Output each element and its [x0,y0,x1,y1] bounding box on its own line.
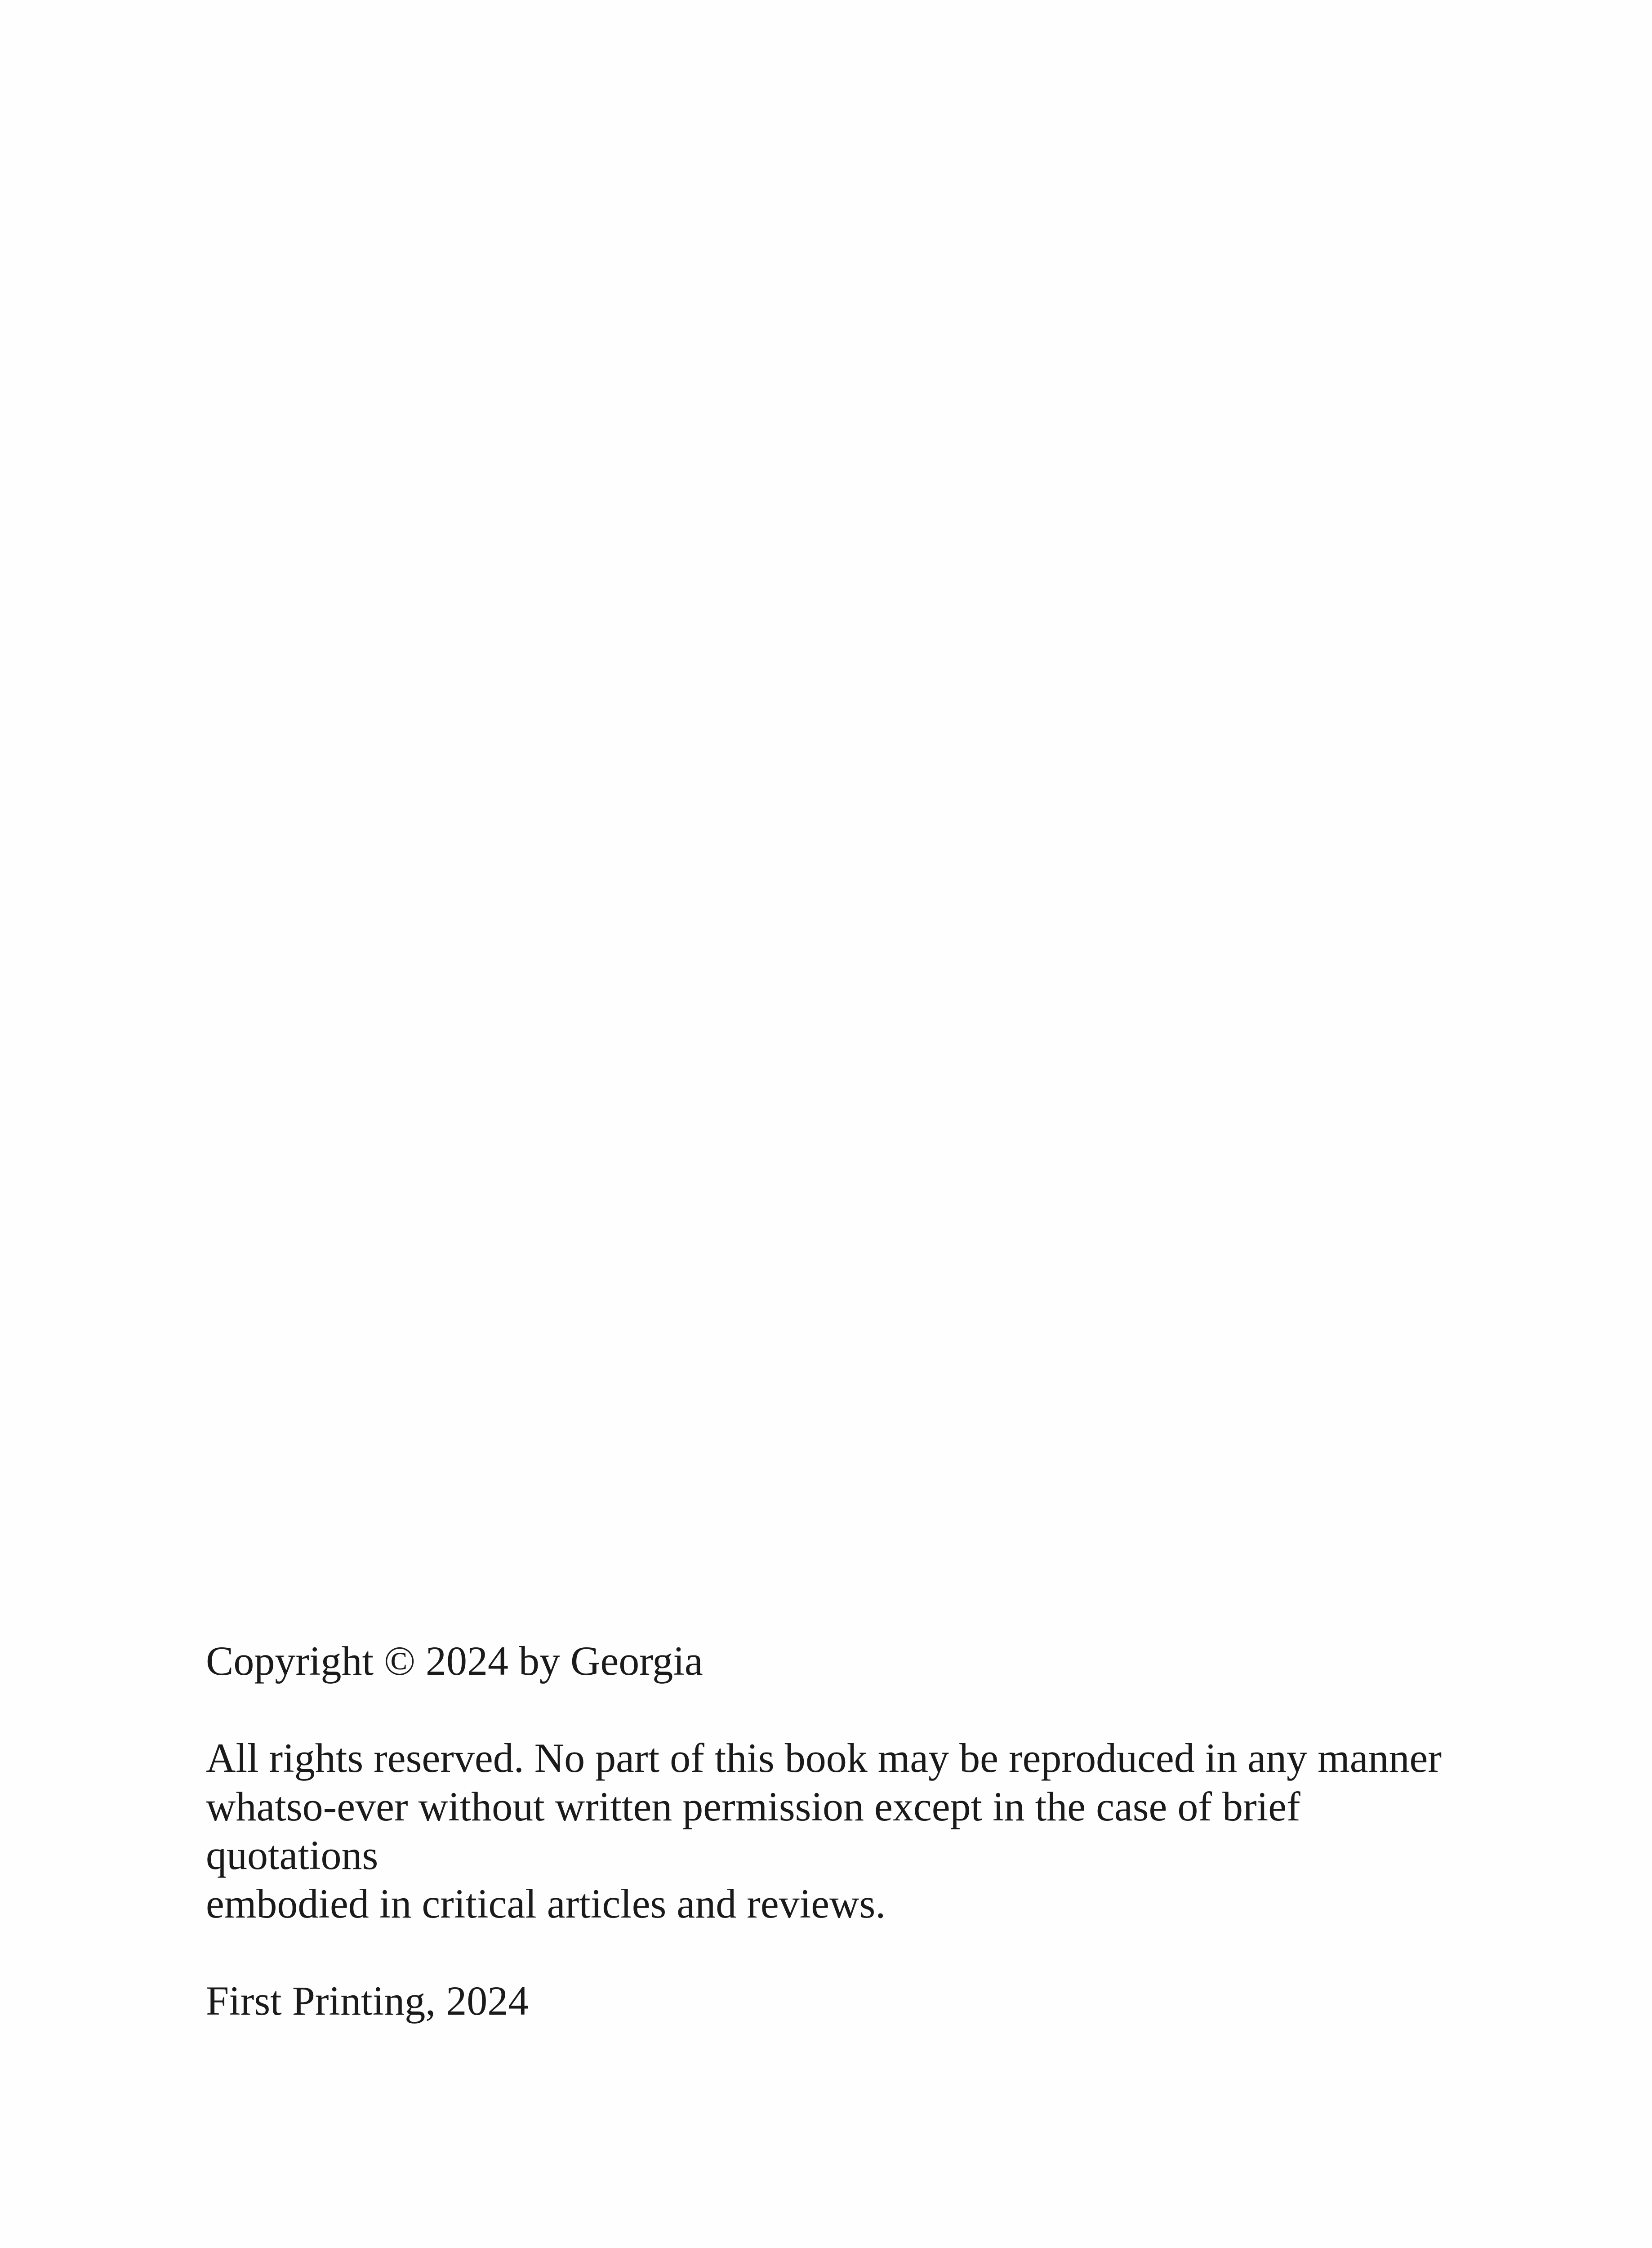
copyright-page-block [206,1637,1510,2025]
rights-line: quotations [206,1832,378,1878]
copyright-notice [206,1637,1510,1685]
rights-line: whatso-ever without written permission except in the case of brief [206,1784,1300,1829]
rights-statement [206,1734,1510,1928]
copyright-notice-line: Copyright © 2024 by Georgia [206,1638,703,1684]
rights-line: All rights reserved. No part of this book may be reproduced in any manner [206,1735,1442,1781]
printing-statement [206,1976,1510,2025]
paragraph-gap [206,1928,1510,1976]
rights-line: embodied in critical articles and reviews. [206,1881,886,1927]
paragraph-gap [206,1685,1510,1734]
printing-line: First Printing, 2024 [206,1978,529,2024]
